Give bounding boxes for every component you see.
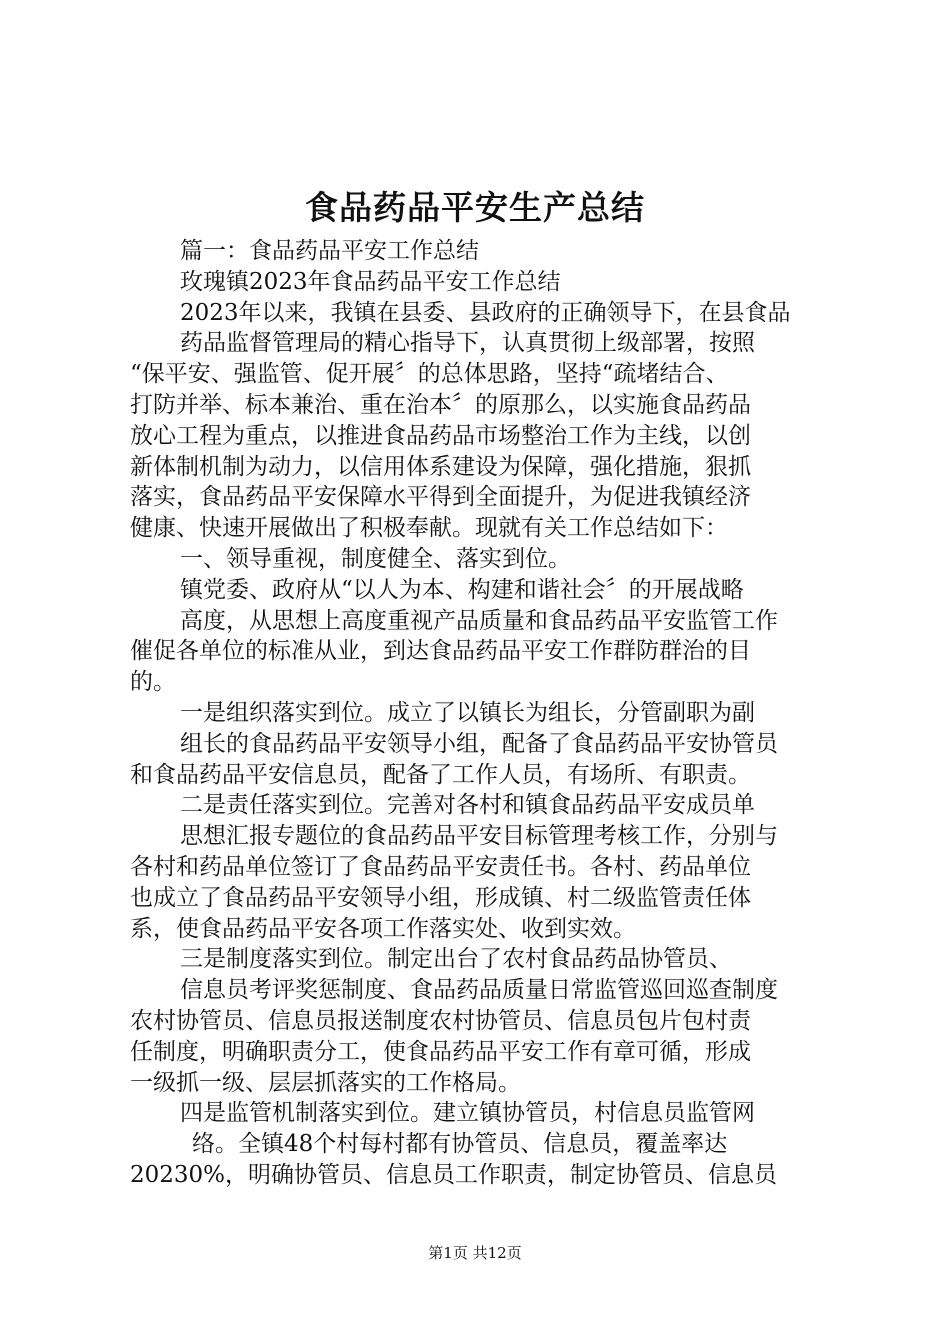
document-body	[130, 236, 830, 1191]
text-line: 篇一：食品药品平安工作总结	[180, 238, 479, 264]
text-line: 各村和药品单位签订了食品药品平安责任书。各村、药品单位	[130, 853, 751, 880]
text-line: 农村协管员、信息员报送制度农村协管员、信息员包片包村责	[130, 1007, 751, 1034]
text-line: 20230%，明确协管员、信息员工作职责，制定协管员、信息员	[130, 1161, 778, 1188]
text-line: 放心工程为重点，以推进食品药品市场整治工作为主线，以创	[130, 422, 751, 449]
text-line: 镇党委、政府从“以人为本、构建和谐社会〞的开展战略	[180, 576, 744, 603]
text-line: 药品监督管理局的精心指导下，认真贯彻上级部署，按照	[180, 330, 755, 357]
text-line: 高度，从思想上高度重视产品质量和食品药品平安监管工作	[180, 607, 778, 634]
text-line: 也成立了食品药品平安领导小组，形成镇、村二级监管责任体	[130, 884, 751, 911]
text-line: 信息员考评奖惩制度、食品药品质量日常监管巡回巡查制度	[180, 977, 778, 1004]
text-line: 的。	[130, 669, 176, 696]
text-line: 新体制机制为动力，以信用体系建设为保障，强化措施，狠抓	[130, 453, 751, 480]
text-line: 催促各单位的标准从业，到达食品药品平安工作群防群治的目	[130, 638, 751, 665]
text-line: 玫瑰镇2023年食品药品平安工作总结	[180, 268, 561, 295]
text-line: “保平安、强监管、促开展〞的总体思路，坚持“疏堵结合、	[130, 361, 729, 388]
text-line: 二是责任落实到位。完善对各村和镇食品药品平安成员单	[180, 792, 755, 819]
text-line: 一是组织落实到位。成立了以镇长为组长，分管副职为副	[180, 699, 755, 726]
text-line: 健康、快速开展做出了积极奉献。现就有关工作总结如下：	[130, 515, 728, 542]
text-line: 一级抓一级、层层抓落实的工作格局。	[130, 1069, 521, 1096]
text-line: 组长的食品药品平安领导小组，配备了食品药品平安协管员	[180, 730, 778, 757]
page-footer: 第1页 共12页	[428, 1244, 522, 1262]
text-line: 2023年以来，我镇在县委、县政府的正确领导下，在县食品	[180, 299, 791, 326]
text-line: 四是监管机制落实到位。建立镇协管员，村信息员监管网	[180, 1100, 755, 1127]
text-line: 络。全镇48个村每村都有协管员、信息员，覆盖率达	[192, 1131, 728, 1158]
text-line: 系，使食品药品平安各项工作落实处、收到实效。	[130, 915, 636, 942]
text-line: 任制度，明确职责分工，使食品药品平安工作有章可循，形成	[130, 1038, 751, 1065]
text-line: 打防并举、标本兼治、重在治本〞的原那么，以实施食品药品	[130, 391, 751, 418]
text-line: 思想汇报专题位的食品药品平安目标管理考核工作，分别与	[180, 823, 778, 850]
text-line: 和食品药品平安信息员，配备了工作人员，有场所、有职责。	[130, 761, 751, 788]
text-line: 落实，食品药品平安保障水平得到全面提升，为促进我镇经济	[130, 484, 751, 511]
section-heading: 一、领导重视，制度健全、落实到位。	[180, 545, 571, 572]
document-title: 食品药品平安生产总结	[305, 188, 645, 227]
text-line: 三是制度落实到位。制定出台了农村食品药品协管员、	[180, 946, 732, 973]
